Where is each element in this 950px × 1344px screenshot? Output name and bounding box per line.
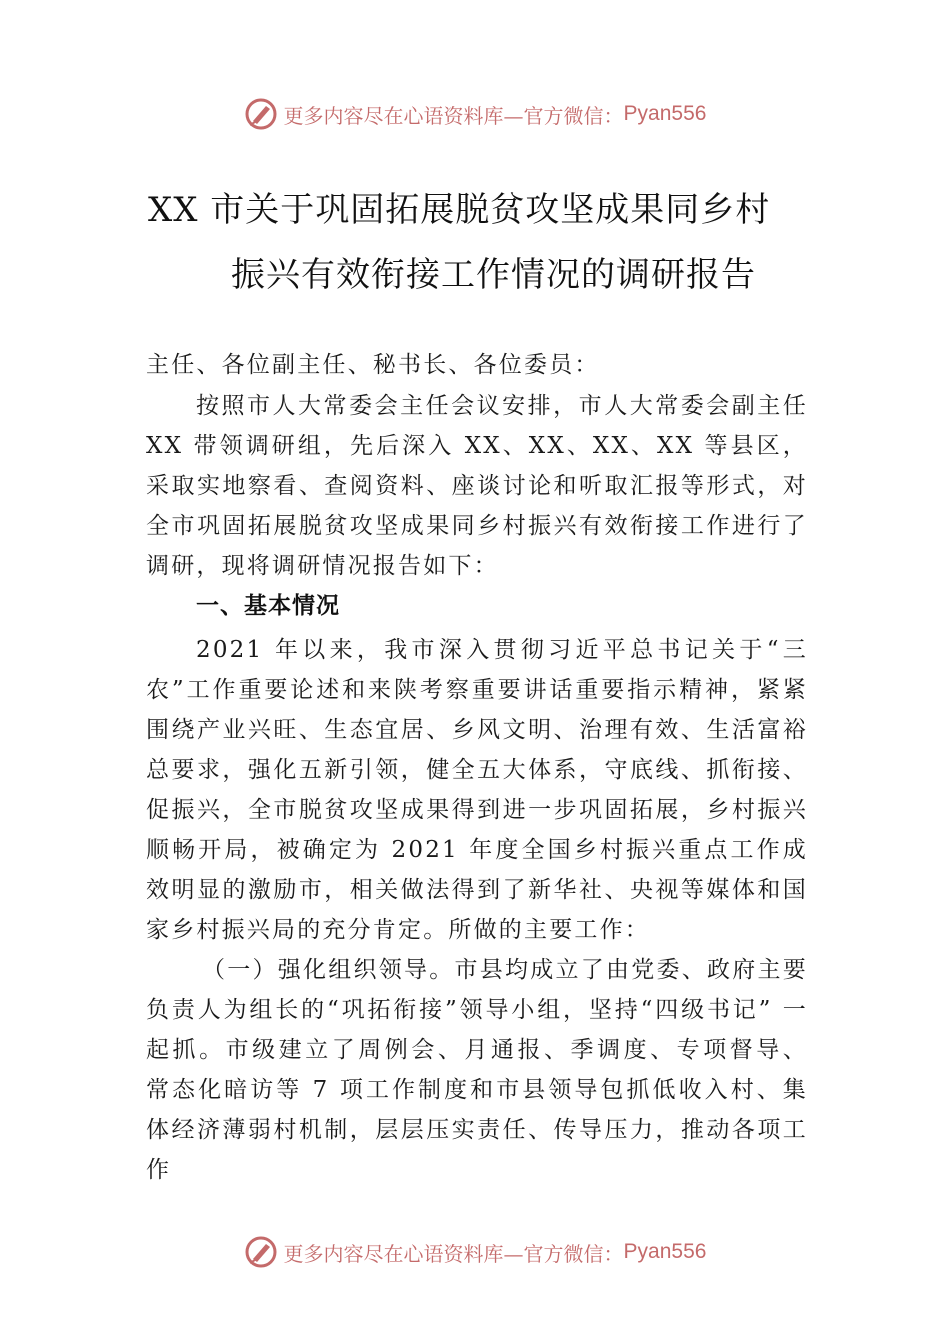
watermark-text: 更多内容尽在心语资料库—官方微信：	[283, 103, 624, 128]
paragraph-intro: 按照市人大常委会主任会议安排，市人大常委会副主任 XX 带领调研组，先后深入 XX、XX、XX、XX 等县区，采取实地察看、查阅资料、座谈讨论和听取汇报等形式，对全市巩固拓展脱贫攻坚成果同乡村振兴有效衔接工作进行了调研，现将调研情况报告如下：	[146, 393, 808, 579]
watermark-wechat-id: Pyan556	[623, 102, 707, 125]
document-title-line-1: XX 市关于巩固拓展脱贫攻坚成果同乡村	[148, 190, 771, 230]
watermark-text: 更多内容尽在心语资料库—官方微信：	[283, 1241, 624, 1266]
section-heading-basic-situation: 一、基本情况	[196, 593, 340, 619]
logo-icon	[244, 97, 278, 131]
footer-watermark	[0, 1232, 950, 1272]
header-watermark	[0, 94, 950, 134]
paragraph-basic-situation: 2021 年以来，我市深入贯彻习近平总书记关于“三农”工作重要论述和来陕考察重要讲话重要指示精神，紧紧围绕产业兴旺、生态宜居、乡风文明、治理有效、生活富裕总要求，强化五新引领，健全五大体系，守底线、抓衔接、促振兴，全市脱贫攻坚成果得到进一步巩固拓展，乡村振兴顺畅开局，被确定为 2021 年度全国乡村振兴重点工作成效明显的激励市，相关做法得到了新华社、央视等媒体和国家乡村振兴局的充分肯定。所做的主要工作：	[146, 637, 808, 943]
watermark-wechat-id: Pyan556	[623, 1240, 707, 1263]
paragraph-organization-leadership: （一）强化组织领导。市县均成立了由党委、政府主要负责人为组长的“巩拓衔接”领导小组，坚持“四级书记” 一起抓。市级建立了周例会、月通报、季调度、专项督导、 常态化暗访等 7 项工作制度和市县领导包抓低收入村、集体经济薄弱村机制，层层压实责任、传导压力，推动各项工作	[146, 957, 808, 1183]
document-title-line-2: 振兴有效衔接工作情况的调研报告	[231, 255, 756, 295]
logo-icon	[244, 1235, 278, 1269]
salutation: 主任、各位副主任、秘书长、各位委员：	[146, 352, 600, 378]
